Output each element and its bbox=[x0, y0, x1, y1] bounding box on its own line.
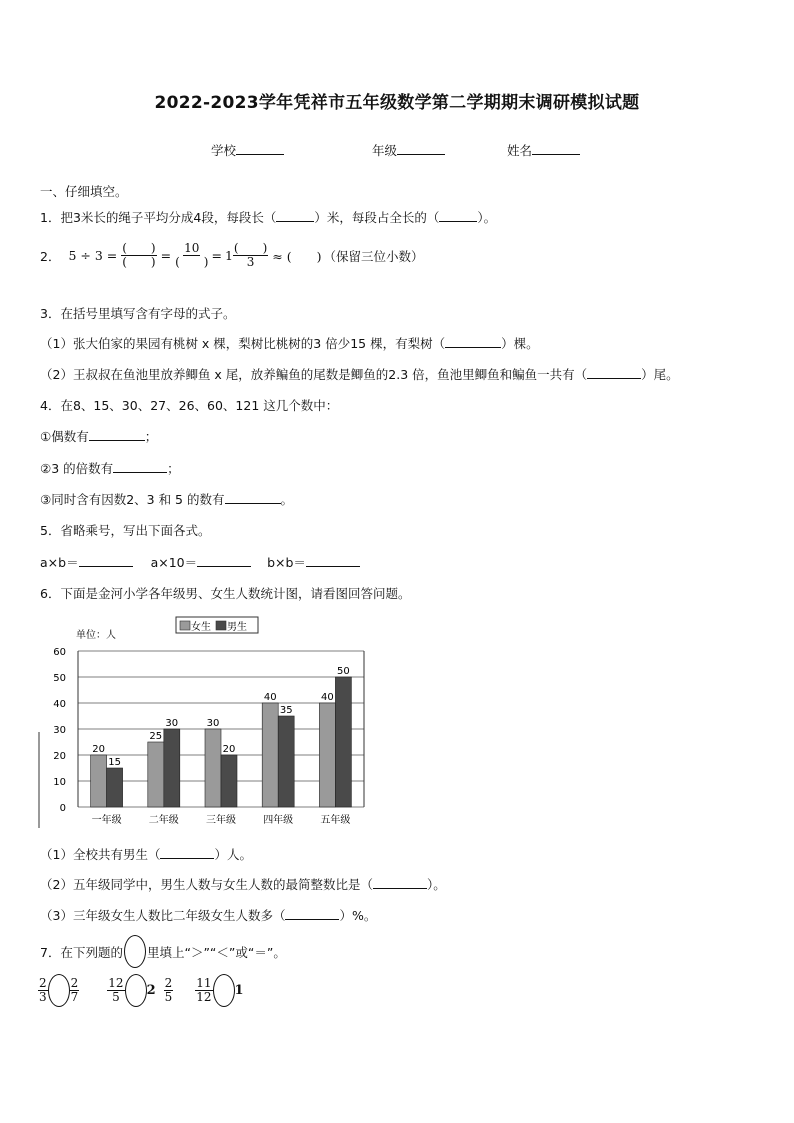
grade-blank[interactable] bbox=[397, 142, 445, 155]
q3-text: 在括号里填写含有字母的式子。 bbox=[60, 306, 236, 321]
bar-value-label: 40 bbox=[263, 692, 277, 703]
question-4 bbox=[40, 396, 338, 414]
q6-part-2 bbox=[40, 875, 446, 893]
y-tick-label: 60 bbox=[53, 647, 66, 658]
bar-value-label: 30 bbox=[165, 718, 179, 729]
q6-1-text-a: （1）全校共有男生（ bbox=[40, 847, 161, 862]
question-2 bbox=[40, 242, 424, 269]
q7-2-left: $\frac{12}{5}$ bbox=[108, 976, 124, 1004]
x-tick-label: 二年级 bbox=[148, 815, 179, 826]
q7-text-a: 在下列题的 bbox=[60, 944, 123, 960]
bar-value-label: 15 bbox=[108, 757, 121, 768]
bar-girls bbox=[262, 703, 278, 807]
q5-blank-1[interactable] bbox=[79, 554, 133, 567]
q5-expressions bbox=[40, 553, 360, 571]
question-6 bbox=[40, 584, 410, 602]
q1-number: 1． bbox=[40, 210, 61, 225]
q7-1-left: $\frac{2}{3}$ bbox=[39, 976, 47, 1004]
q5-expr-3: b×b＝ bbox=[267, 555, 306, 570]
q7-number: 7． bbox=[40, 944, 61, 960]
q7-2-right: 2 bbox=[146, 983, 156, 998]
y-tick-label: 0 bbox=[59, 803, 66, 814]
q1-text-c: ）。 bbox=[477, 210, 497, 225]
y-tick-label: 10 bbox=[53, 777, 66, 788]
q7-3-left: $\frac{2}{5}$ bbox=[164, 976, 173, 1004]
q2-equals-1: = bbox=[160, 248, 172, 263]
q6-text: 下面是金河小学各年级男、女生人数统计图，请看图回答问题。 bbox=[60, 586, 411, 601]
q4-a-blank[interactable] bbox=[89, 428, 145, 441]
q4-text: 在8、15、30、27、26、60、121 这几个数中： bbox=[60, 398, 339, 413]
school-field[interactable] bbox=[211, 141, 284, 159]
q7-1-oval[interactable] bbox=[48, 974, 70, 1007]
legend-swatch-girls bbox=[180, 621, 190, 630]
q6-2-text-a: （2）五年级同学中，男生人数与女生人数的最简整数比是（ bbox=[40, 877, 373, 892]
question-3-1 bbox=[40, 334, 539, 352]
q1-blank-2[interactable] bbox=[439, 209, 477, 222]
q4-item-a bbox=[40, 427, 157, 445]
school-blank[interactable] bbox=[236, 142, 284, 155]
bar-value-label: 20 bbox=[92, 744, 105, 755]
q6-part-3 bbox=[40, 906, 376, 924]
q1-blank-1[interactable] bbox=[276, 209, 314, 222]
q6-1-blank[interactable] bbox=[160, 846, 214, 859]
question-5 bbox=[40, 521, 210, 539]
bar-chart bbox=[36, 612, 408, 834]
q6-2-text-b: ）。 bbox=[426, 877, 446, 892]
y-tick-label: 30 bbox=[53, 725, 66, 736]
q5-text: 省略乘号，写出下面各式。 bbox=[60, 523, 211, 538]
q3-1-text-b: ）棵。 bbox=[501, 336, 539, 351]
question-1 bbox=[40, 208, 496, 226]
question-3 bbox=[40, 304, 235, 322]
name-field[interactable] bbox=[507, 141, 580, 159]
q2-equals-2: = bbox=[211, 248, 222, 263]
section-heading: 一、仔细填空。 bbox=[40, 184, 128, 199]
x-tick-label: 四年级 bbox=[263, 815, 294, 826]
q4-number: 4． bbox=[40, 398, 61, 413]
q7-4-right: 1 bbox=[234, 983, 244, 998]
q4-a-end: ； bbox=[144, 429, 158, 444]
q2-whole: 1 bbox=[224, 248, 233, 263]
q5-expr-2: a×10＝ bbox=[150, 555, 198, 570]
q6-3-text-a: （3）三年级女生人数比二年级女生人数多（ bbox=[40, 908, 286, 923]
bar-value-label: 40 bbox=[321, 692, 334, 703]
grade-field[interactable] bbox=[372, 141, 445, 159]
legend-label-boys: 男生 bbox=[227, 622, 247, 633]
q1-text-b: ）米，每段占全长的（ bbox=[314, 210, 440, 225]
legend-label-girls: 女生 bbox=[191, 622, 211, 633]
q4-a-text: ①偶数有 bbox=[40, 429, 89, 444]
question-7 bbox=[40, 935, 286, 968]
q6-2-blank[interactable] bbox=[373, 876, 427, 889]
bar-girls bbox=[148, 742, 164, 807]
q7-4-left: $\frac{11}{12}$ bbox=[196, 976, 212, 1004]
q7-2-oval[interactable] bbox=[125, 974, 147, 1007]
q4-c-text: ③同时含有因数2、3 和 5 的数有 bbox=[40, 492, 225, 507]
q2-note: （保留三位小数） bbox=[323, 248, 424, 264]
bar-boys bbox=[221, 755, 237, 807]
chart-legend bbox=[176, 617, 258, 633]
q7-items bbox=[38, 974, 244, 1007]
name-label: 姓名 bbox=[507, 143, 533, 158]
x-tick-label: 一年级 bbox=[91, 815, 122, 826]
q3-2-text-a: （2）王叔叔在鱼池里放养鲫鱼 x 尾，放养鳊鱼的尾数是鲫鱼的2.3 倍，鱼池里鲫鱼和鳊鱼一共有（ bbox=[40, 367, 588, 382]
q2-fraction-3[interactable]: $\frac{( )}{3}$ bbox=[233, 241, 268, 269]
q3-1-blank[interactable] bbox=[445, 335, 501, 348]
q2-fraction-1[interactable]: $\frac{( )}{( )}$ bbox=[122, 241, 156, 269]
q3-number: 3． bbox=[40, 306, 61, 321]
bar-boys bbox=[164, 729, 180, 807]
bar-boys bbox=[278, 716, 294, 807]
bar-boys bbox=[335, 677, 351, 807]
q3-2-blank[interactable] bbox=[587, 366, 641, 379]
q4-c-blank[interactable] bbox=[225, 491, 281, 504]
name-blank[interactable] bbox=[532, 142, 580, 155]
bar-girls bbox=[205, 729, 221, 807]
q2-fraction-2[interactable]: $\frac{10}{( )}$ bbox=[175, 241, 209, 269]
q6-3-text-b: ）%。 bbox=[339, 908, 377, 923]
y-tick-label: 50 bbox=[53, 673, 66, 684]
q4-b-text: ②3 的倍数有 bbox=[40, 461, 114, 476]
bar-value-label: 30 bbox=[206, 718, 220, 729]
q6-3-blank[interactable] bbox=[285, 907, 339, 920]
legend-swatch-boys bbox=[216, 621, 226, 630]
q5-number: 5． bbox=[40, 523, 61, 538]
q7-1-right: $\frac{2}{7}$ bbox=[70, 976, 79, 1004]
bar-girls bbox=[91, 755, 107, 807]
x-tick-label: 三年级 bbox=[206, 815, 236, 826]
q7-4-oval[interactable] bbox=[213, 974, 235, 1007]
y-tick-label: 20 bbox=[53, 751, 66, 762]
q3-2-text-b: ）尾。 bbox=[641, 367, 679, 382]
question-3-2 bbox=[40, 365, 679, 383]
q6-1-text-b: ）人。 bbox=[214, 847, 252, 862]
chart-unit-label: 单位：人 bbox=[76, 630, 116, 641]
x-tick-label: 五年级 bbox=[320, 815, 351, 826]
grade-label: 年级 bbox=[372, 143, 398, 158]
q4-c-end: 。 bbox=[280, 492, 294, 507]
q7-oval-example bbox=[124, 935, 146, 968]
q4-item-c bbox=[40, 490, 293, 508]
q4-b-end: ； bbox=[167, 461, 180, 476]
bar-boys bbox=[107, 768, 123, 807]
q4-item-b bbox=[40, 459, 180, 477]
q6-part-1 bbox=[40, 845, 252, 863]
q2-approx[interactable]: ≈ ( ) bbox=[272, 248, 322, 264]
school-label: 学校 bbox=[211, 143, 237, 158]
y-tick-label: 40 bbox=[53, 699, 66, 710]
bar-value-label: 50 bbox=[337, 666, 350, 677]
bar-value-label: 25 bbox=[149, 731, 163, 742]
page-title: 2022-2023学年凭祥市五年级数学第二学期期末调研模拟试题 bbox=[154, 93, 640, 113]
bar-value-label: 20 bbox=[222, 744, 236, 755]
q3-1-text-a: （1）张大伯家的果园有桃树 x 棵，梨树比桃树的3 倍少15 棵，有梨树（ bbox=[40, 336, 446, 351]
q1-text-a: 把3米长的绳子平均分成4段，每段长（ bbox=[60, 210, 277, 225]
q5-blank-3[interactable] bbox=[306, 554, 360, 567]
bar-girls bbox=[319, 703, 335, 807]
q5-blank-2[interactable] bbox=[197, 554, 251, 567]
q7-text-b: 里填上“＞”“＜”或“＝”。 bbox=[146, 944, 286, 960]
q5-expr-1: a×b＝ bbox=[40, 555, 79, 570]
q2-expression: 5 ÷ 3 = bbox=[68, 248, 118, 263]
bar-value-label: 35 bbox=[279, 705, 293, 716]
q2-number: 2． bbox=[40, 248, 61, 264]
q4-b-blank[interactable] bbox=[113, 460, 167, 473]
q6-number: 6． bbox=[40, 586, 61, 601]
